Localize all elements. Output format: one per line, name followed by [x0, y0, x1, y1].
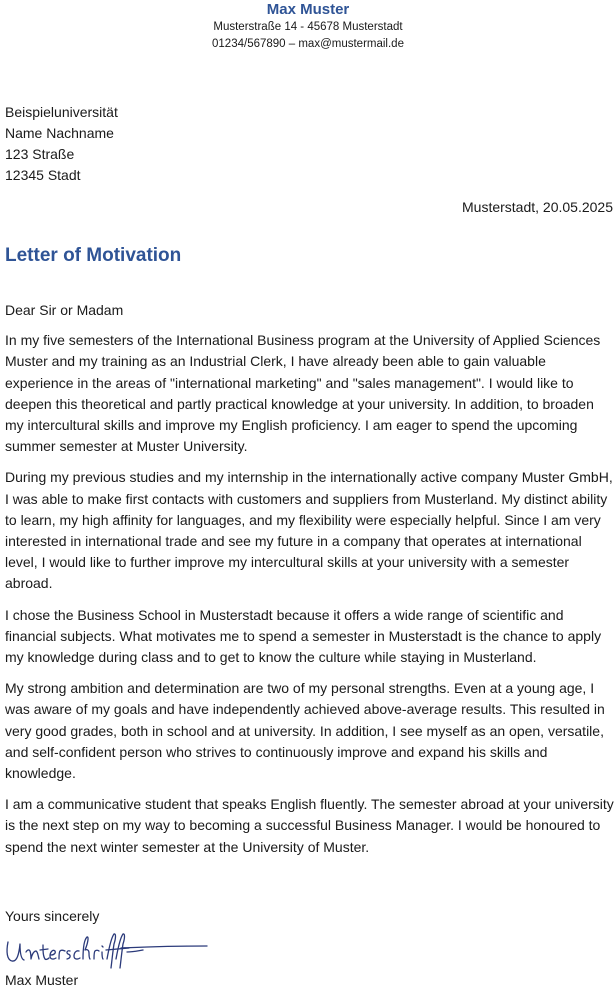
sender-contact: 01234/567890 – max@mustermail.de: [212, 38, 404, 50]
salutation: Dear Sir or Madam: [5, 302, 124, 318]
recipient-address: [5, 102, 118, 186]
recipient-line-institution: Beispieluniversität: [5, 104, 118, 120]
letter-body: [5, 300, 614, 868]
letter-title: Letter of Motivation: [5, 245, 182, 266]
body-paragraph-4: My strong ambition and determination are two of my personal strengths. Even at a young age, I was aware of my goals and have independently achieved above-average results. This resulted in very good grades, both in school and at university. In addition, I see myself as an open, versatile, and self-confident person who strives to continuously improve and expand his skills and knowledge.: [5, 680, 605, 782]
body-paragraph-1: In my five semesters of the International Business program at the University of Applied Sciences Muster and my training as an Industrial Clerk, I have already been able to gain valuable experience in the areas of "international marketing" and "sales management". I would like to deepen this theoretical and partly practical knowledge at your university. In addition, to broaden my intercultural skills and improve my English proficiency. I am eager to spend the upcoming summer semester at Muster University.: [5, 332, 601, 455]
letterhead: [0, 0, 616, 53]
recipient-line-name: Name Nachname: [5, 125, 114, 141]
handwritten-signature: [3, 928, 209, 972]
sender-address: Musterstraße 14 - 45678 Musterstadt: [213, 21, 403, 33]
closing: Yours sincerely: [5, 908, 100, 924]
body-paragraph-5: I am a communicative student that speaks English fluently. The semester abroad at your university is the next step on my way to becoming a successful Business Manager. I would be honoured to spend the next winter semester at the University of Muster.: [5, 796, 614, 855]
recipient-line-city: 12345 Stadt: [5, 167, 81, 183]
letter-date: Musterstadt, 20.05.2025: [462, 199, 613, 215]
body-paragraph-3: I chose the Business School in Musterstadt because it offers a wide range of scientific and financial subjects. What motivates me to spend a semester in Musterstadt is the chance to apply my knowledge during class and to get to know the culture while staying in Musterland.: [5, 606, 602, 666]
body-paragraph-2: During my previous studies and my internship in the internationally active company Muster GmbH, I was able to make first contacts with customers and suppliers from Musterland. My distinct ability to learn, my high affinity for languages, and my flexibility were especially helpful. Since I am very interested in international trade and see my future in a company that operates at international level, I would like to further improve my intercultural skills at your university with a semester abroad.: [5, 469, 613, 592]
sender-name: Max Muster: [266, 1, 350, 18]
recipient-line-street: 123 Straße: [5, 146, 75, 162]
signer-name: Max Muster: [5, 972, 79, 988]
